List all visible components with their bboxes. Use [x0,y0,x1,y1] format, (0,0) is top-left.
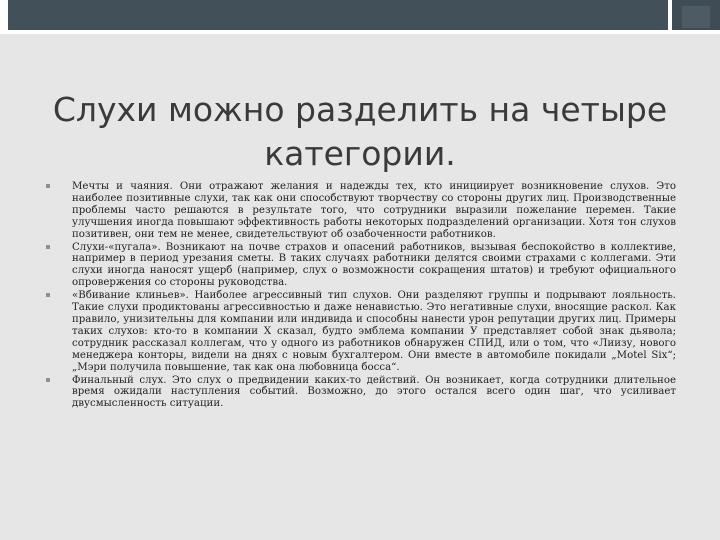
top-bar-accent-block [672,0,720,30]
top-bar [0,0,720,34]
list-item [46,290,676,373]
list-item [46,375,676,411]
bullet-text: Слухи-«пугала». Возникают на почве страхов и опасений работников, вызывая беспокойство в коллективе, например в период урезания сметы. В таких случаях работники делятся своими страхами с коллегами. Эти слухи иногда наносят ущерб (например, слух о возможности сокращения штатов) и требуют официального опровержения со стороны руководства. [72,241,676,289]
bullet-text: Мечты и чаяния. Они отражают желания и надежды тех, кто инициирует возникновение слухов. Это наиболее позитивные слухи, так как они способствуют творчеству со стороны других лиц. Производственные проблемы часто решаются в результате того, что сотрудники выразили пожелание перемен. Такие улучшения иногда повышают эффективность работы некоторых подразделений организации. Хотя тон слухов позитивен, они тем не менее, свидетельствуют об озабоченности работников. [72,181,676,240]
bullet-text: Финальный слух. Это слух о предвидении каких-то действий. Он возникает, когда сотрудники длительное время ожидали наступления событий. Возможно, до этого остался всего один шаг, что усиливает двусмысленность ситуации. [72,374,676,410]
bullet-icon [46,293,50,297]
slide-title: Слухи можно разделить на четыре категории. [52,90,668,173]
bullet-icon [46,245,50,249]
list-item [46,242,676,290]
list-item [46,181,676,241]
bullet-text: «Вбивание клиньев». Наиболее агрессивный тип слухов. Они разделяют группы и подрывают лояльность. Такие слухи продиктованы агрессивностью и даже ненавистью. Это негативные слухи, вносящие раскол. Как правило, унизительны для компании или индивида и способны нанести урон репутации других лиц. Примеры таких слухов: кто-то в компании X сказал, будто эмблема компании У представляет собой знак дьявола; сотрудник рассказал коллегам, что у одного из работников обнаружен СПИД, или о том, что «Лиизу, нового менеджера конторы, видели на днях с новым бухгалтером. Они вместе в автомобиле покидали „Motel Six“; „Мэри получила повышение, так как она любовница босса“. [72,290,676,373]
bullet-list [46,181,676,411]
bullet-icon [46,378,50,382]
bullet-icon [46,184,50,188]
top-bar-dark-band [8,0,668,30]
